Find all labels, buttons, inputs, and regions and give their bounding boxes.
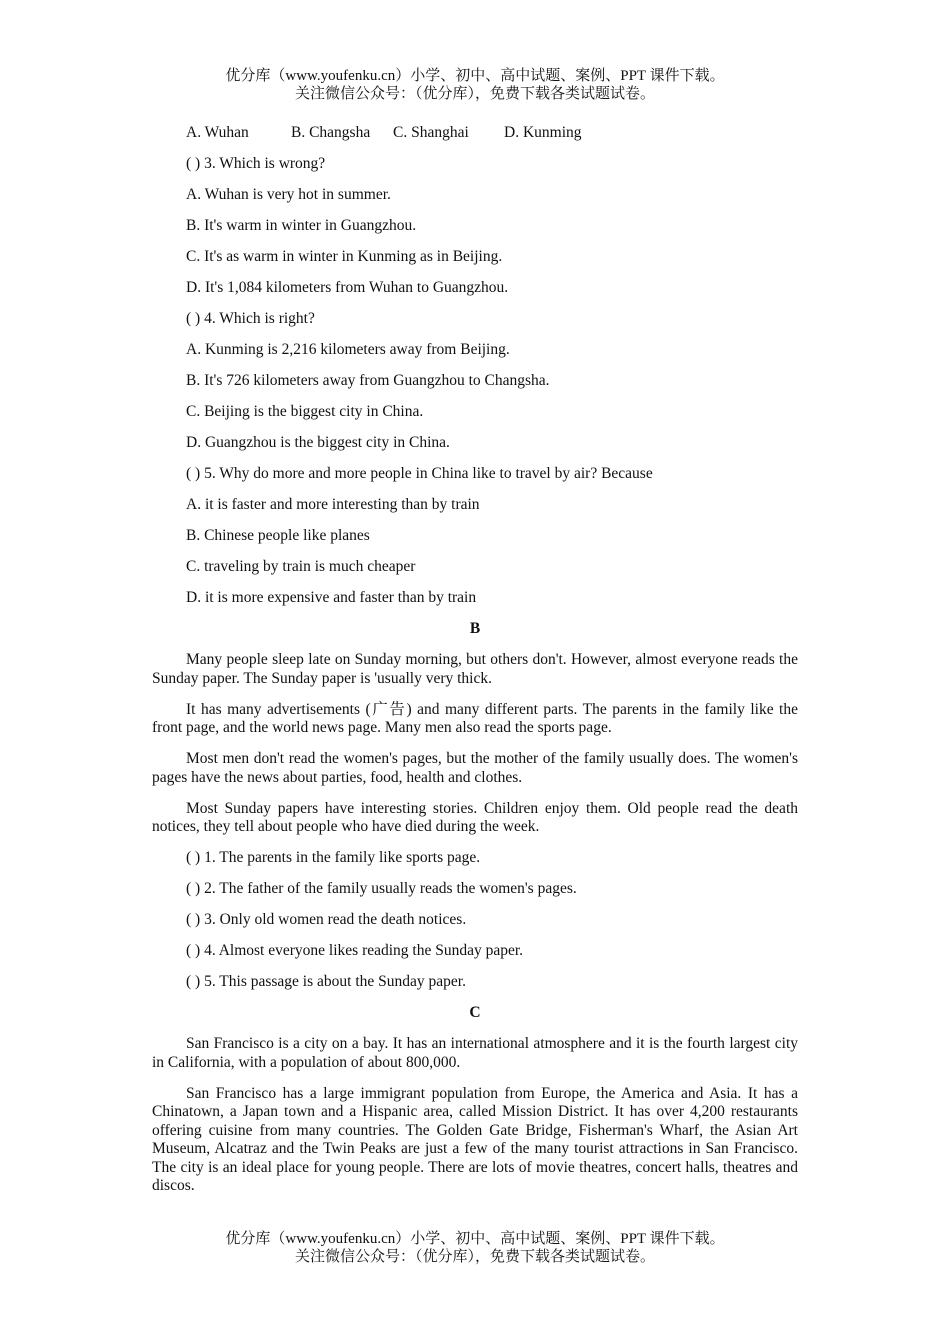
q5-option-a: A. it is faster and more interesting than by train	[186, 496, 480, 513]
section-b-paragraph-2: It has many advertisements (广告) and many different parts. The parents in the family like the front page, and the world news page. Many men also read the sports page.	[152, 700, 798, 736]
page-footer	[0, 1230, 950, 1266]
section-b-statement-1: ( ) 1. The parents in the family like sports page.	[186, 849, 481, 866]
q4-option-d: D. Guangzhou is the biggest city in China.	[186, 434, 450, 451]
header-line-2: 关注微信公众号：（优分库），免费下载各类试题试卷。	[294, 86, 655, 102]
q4-option-a: A. Kunming is 2,216 kilometers away from Beijing.	[186, 341, 510, 358]
section-b-paragraph-4: Most Sunday papers have interesting stories. Children enjoy them. Old people read the death notices, they tell about people who have died during the week.	[152, 799, 798, 835]
q3-option-c: C. It's as warm in winter in Kunming as in Beijing.	[186, 248, 503, 265]
q4-option-c: C. Beijing is the biggest city in China.	[186, 403, 424, 420]
section-c-title: C	[469, 1004, 481, 1021]
q5-stem: ( ) 5. Why do more and more people in China like to travel by air? Because	[186, 465, 653, 482]
q4-stem: ( ) 4. Which is right?	[186, 310, 315, 327]
q3-stem: ( ) 3. Which is wrong?	[186, 155, 326, 172]
q2-option-b: B. Changsha	[291, 124, 371, 141]
section-b-title: B	[469, 620, 481, 637]
q3-option-d: D. It's 1,084 kilometers from Wuhan to Guangzhou.	[186, 279, 509, 296]
q2-option-d: D. Kunming	[504, 124, 582, 141]
q5-option-d: D. it is more expensive and faster than by train	[186, 589, 477, 606]
section-b-statement-2: ( ) 2. The father of the family usually reads the women's pages.	[186, 880, 577, 897]
footer-line-1: 优分库（www.youfenku.cn）小学、初中、高中试题、案例、PPT 课件下载。	[225, 1231, 725, 1247]
document-body	[152, 124, 798, 1208]
header-line-1: 优分库（www.youfenku.cn）小学、初中、高中试题、案例、PPT 课件下载。	[225, 68, 725, 84]
q2-option-a: A. Wuhan	[186, 124, 249, 141]
q5-option-b: B. Chinese people like planes	[186, 527, 370, 544]
section-c-paragraph-1: San Francisco is a city on a bay. It has an international atmosphere and it is the fourth largest city in California, with a population of about 800,000.	[152, 1035, 798, 1071]
footer-line-2: 关注微信公众号：（优分库），免费下载各类试题试卷。	[294, 1249, 655, 1265]
q3-option-a: A. Wuhan is very hot in summer.	[186, 186, 391, 203]
section-c-paragraph-2: San Francisco has a large immigrant population from Europe, the America and Asia. It has a Chinatown, a Japan town and a Hispanic area, called Mission District. It has over 4,200 restaurants offering cuisine from many countries. The Golden Gate Bridge, Fisherman's Wharf, the Asian Art Museum, Alcatraz and the Twin Peaks are just a few of the many tourist attractions in San Francisco. The city is an ideal place for young people. There are lots of movie theatres, concert halls, theatres and discos.	[152, 1084, 798, 1194]
q3-option-b: B. It's warm in winter in Guangzhou.	[186, 217, 417, 234]
q5-option-c: C. traveling by train is much cheaper	[186, 558, 416, 575]
section-b-statement-3: ( ) 3. Only old women read the death notices.	[186, 911, 467, 928]
q2-options	[186, 124, 798, 143]
page-header	[0, 67, 950, 103]
q2-option-c: C. Shanghai	[393, 124, 469, 141]
q4-option-b: B. It's 726 kilometers away from Guangzhou to Changsha.	[186, 372, 550, 389]
section-b-statement-5: ( ) 5. This passage is about the Sunday paper.	[186, 973, 466, 990]
section-b-paragraph-1: Many people sleep late on Sunday morning, but others don't. However, almost everyone reads the Sunday paper. The Sunday paper is 'usually very thick.	[152, 651, 798, 687]
section-b-statement-4: ( ) 4. Almost everyone likes reading the Sunday paper.	[186, 942, 524, 959]
section-b-paragraph-3: Most men don't read the women's pages, but the mother of the family usually does. The women's pages have the news about parties, food, health and clothes.	[152, 750, 798, 786]
